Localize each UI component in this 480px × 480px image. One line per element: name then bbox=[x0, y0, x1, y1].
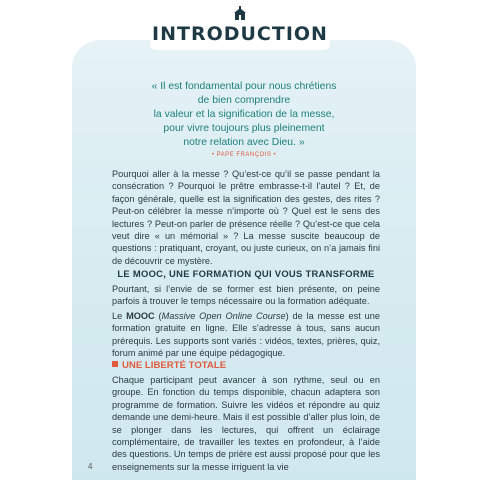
text-run: ( bbox=[154, 311, 162, 321]
church-icon bbox=[232, 6, 248, 20]
title-banner bbox=[150, 18, 330, 50]
quote-line: notre relation avec Dieu. » bbox=[183, 137, 305, 148]
section-title-liberte bbox=[112, 360, 226, 371]
quote-source: • PAPE FRANÇOIS • bbox=[211, 152, 277, 158]
subtitle-text: UNE LIBERTÉ TOTALE bbox=[122, 360, 227, 371]
page-number: 4 bbox=[88, 462, 93, 471]
quote-line: la valeur et la signification de la messe, bbox=[153, 109, 335, 120]
text-run: ) de la messe est une formation gratuite en ligne. Elle s’adresse à tous, sans aucun prérequis. Les supports sont variés : vidéos, textes, prières, quiz, forum animé par une équipe pédagogique. bbox=[112, 311, 380, 359]
liberte-paragraph: Chaque participant peut avancer à son rythme, seul ou en groupe. En fonction du temps disponible, chacun adaptera son programme de formation. Suivre les vidéos et répondre au quiz demande une demi-heure. Mais il est possible d’aller plus loin, de se plonger dans les lectures, qui offrent un éclairage complémentaire, de travailler les textes en profondeur, à l’aide des questions. Un temps de prière est aussi proposé pour que les enseignements sur la messe irriguent la vie bbox=[112, 375, 380, 472]
intro-paragraph: Pourquoi aller à la messe ? Qu’est-ce qu’il se passe pendant la consécration ? Pourquoi le prêtre embrasse-t-il l’autel ? Et, de façon générale, quelle est la signification des gestes, des rites ? Peut-on célébrer la messe n’importe où ? Quel est le sens des lectures ? Peut-on parler de présence réelle ? Qu’est-ce que cela veut dire « un mémorial » ? La messe suscite beaucoup de questions : pratiquant, croyant, ou juste curieux, on n’a jamais fini de découvrir ce mystère. bbox=[112, 169, 380, 266]
quote-line: pour vivre toujours plus pleinement bbox=[163, 123, 325, 134]
mooc-paragraph-2 bbox=[112, 310, 380, 360]
mooc-paragraph-1: Pourtant, si l’envie de se former est bien présente, on peine parfois à trouver le temps nécessaire ou la formation adéquate. bbox=[112, 284, 380, 307]
section-title-mooc: LE MOOC, UNE FORMATION QUI VOUS TRANSFORME bbox=[117, 268, 375, 279]
page-title: INTRODUCTION bbox=[152, 23, 328, 45]
mooc-term: MOOC bbox=[126, 311, 155, 321]
text-run: Le bbox=[112, 311, 127, 321]
quote-line: « Il est fondamental pour nous chrétiens bbox=[151, 81, 337, 92]
mooc-expansion: Massive Open Online Course bbox=[161, 311, 286, 321]
quote-block bbox=[92, 80, 396, 150]
quote-line: de bien comprendre bbox=[197, 95, 291, 106]
square-bullet-icon bbox=[112, 361, 118, 367]
